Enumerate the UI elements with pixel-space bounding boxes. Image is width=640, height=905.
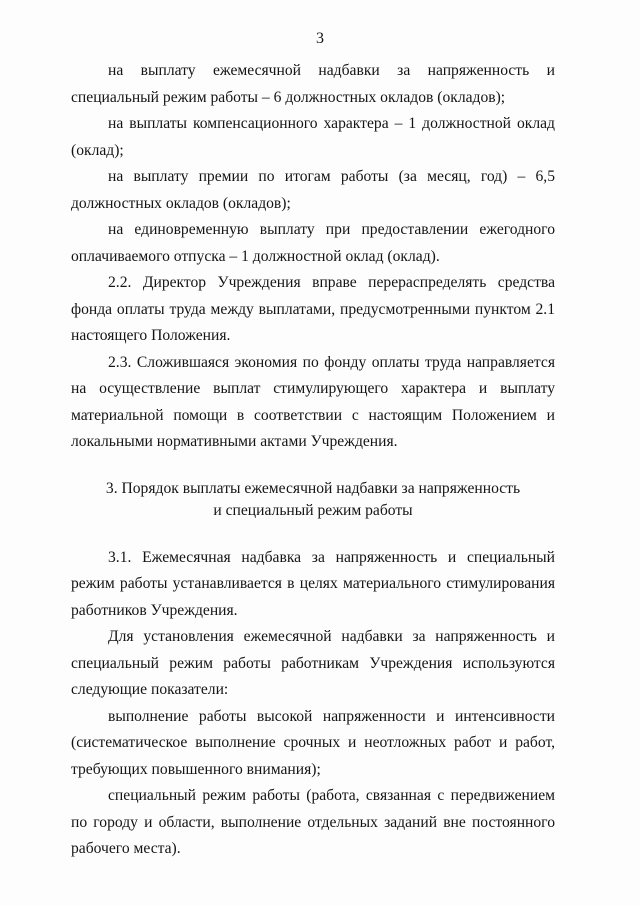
paragraph-2-2: 2.2. Директор Учреждения вправе перераспределять средства фонда оплаты труда между выплатами, предусмотренными пунктом 2.1 настоящего Положения. [71,274,555,344]
paragraph-2-3: 2.3. Сложившаяся экономия по фонду оплаты труда направляется на осуществление выплат стимулирующего характера и выплату материальной помощи в соответствии с настоящим Положением и локальными нормативными актами Учреждения. [71,353,555,450]
paragraph-indicator-intensity: выполнение работы высокой напряженности и интенсивности (систематическое выполнение срочных и неотложных работ и работ, требующих повышенного внимания); [71,707,555,778]
section-3-heading [71,478,555,522]
paragraph-bonus: на выплату премии по итогам работы (за месяц, год) – 6,5 должностных окладов (окладов); [71,168,555,212]
section-3-heading-line1: 3. Порядок выплаты ежемесячной надбавки за напряженность [105,479,521,497]
paragraph-allowance-tension: на выплату ежемесячной надбавки за напряженность и специальный режим работы – 6 должностных окладов (окладов); [71,62,555,106]
paragraph-vacation-payment: на единовременную выплату при предоставлении ежегодного оплачиваемого отпуска – 1 должностной оклад (оклад). [71,221,555,265]
paragraph-3-1: 3.1. Ежемесячная надбавка за напряженность и специальный режим работы устанавливается в целях материального стимулирования работников Учреждения. [71,548,555,619]
paragraph-indicator-special-mode: специальный режим работы (работа, связанная с передвижением по городу и области, выполнение отдельных заданий вне постоянного рабочего места). [71,787,555,857]
paragraph-compensation: на выплаты компенсационного характера – 1 должностной оклад (оклад); [71,115,555,159]
document-body [71,58,555,863]
section-3-heading-line2: и специальный режим работы [213,501,413,519]
page-number: 3 [316,30,324,47]
paragraph-indicators-intro: Для установления ежемесячной надбавки за напряженность и специальный режим работы работникам Учреждения используются следующие показатели: [71,628,555,698]
